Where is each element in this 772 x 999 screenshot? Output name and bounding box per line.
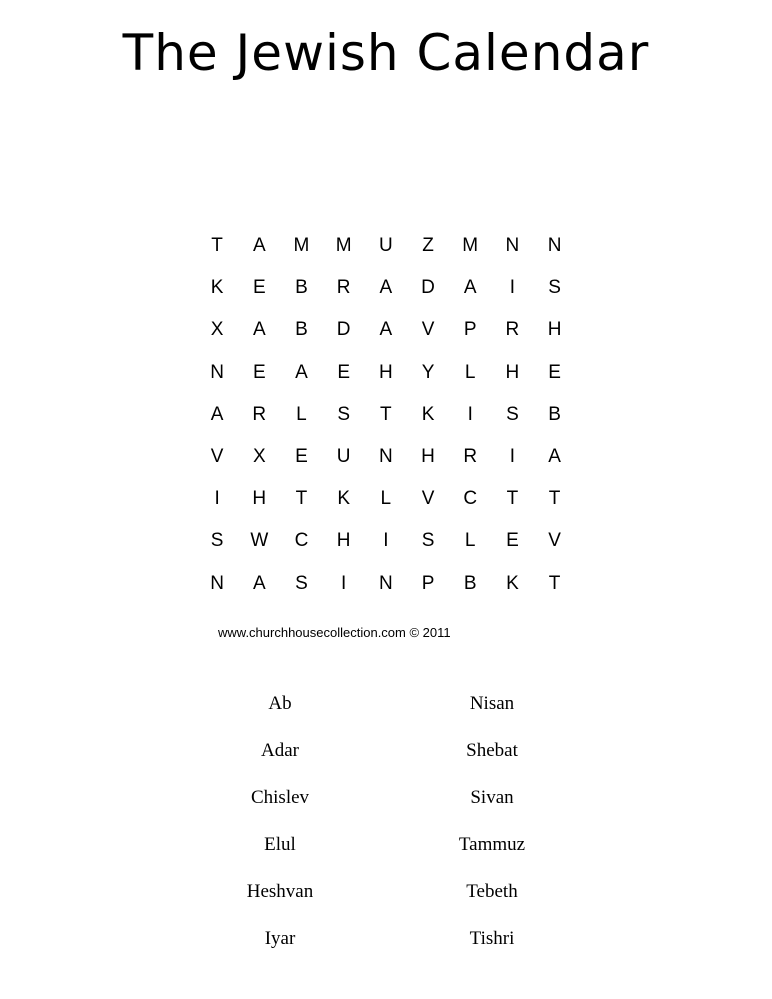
grid-letter: K — [506, 572, 519, 594]
grid-letter: H — [547, 319, 562, 341]
grid-letter: C — [294, 530, 309, 552]
word-list-item: Heshvan — [246, 881, 314, 902]
grid-letter: Y — [421, 361, 435, 383]
grid-letter: N — [505, 235, 520, 257]
word-list-item: Shebat — [466, 740, 518, 761]
grid-letter: E — [506, 530, 519, 552]
grid-letter: T — [295, 488, 308, 510]
grid-letter: N — [378, 572, 393, 594]
grid-letter: X — [252, 446, 266, 468]
grid-letter: U — [378, 235, 393, 257]
grid-letter: I — [214, 488, 220, 510]
word-list-item: Ab — [268, 693, 292, 714]
word-list-item: Elul — [264, 834, 296, 855]
grid-letter: C — [463, 488, 478, 510]
grid-letter: L — [464, 530, 476, 552]
word-list-item: Tammuz — [458, 834, 526, 855]
grid-letter: D — [421, 277, 435, 299]
grid-letter: T — [506, 488, 519, 510]
grid-letter: A — [252, 572, 266, 594]
grid-letter: N — [210, 572, 224, 594]
grid-letter: S — [210, 530, 224, 552]
grid-letter: X — [210, 319, 224, 341]
grid-letter: A — [210, 403, 224, 425]
grid-letter: H — [505, 361, 520, 383]
grid-letter: B — [295, 319, 308, 341]
grid-letter: T — [548, 572, 561, 594]
word-list-item: Chislev — [250, 787, 310, 808]
grid-letter: A — [379, 277, 393, 299]
grid-letter: E — [337, 361, 350, 383]
grid-letter: E — [252, 277, 266, 299]
grid-letter: V — [548, 530, 561, 552]
grid-letter: Z — [422, 235, 434, 257]
grid-letter: D — [336, 319, 351, 341]
grid-letter: T — [380, 403, 392, 425]
grid-letter: A — [252, 235, 266, 257]
grid-letter: B — [295, 277, 308, 299]
grid-letter: L — [380, 488, 392, 510]
grid-letter: L — [464, 361, 476, 383]
grid-letter: V — [421, 319, 435, 341]
grid-letter: L — [296, 403, 307, 425]
word-search-grid — [196, 225, 576, 605]
grid-letter: M — [335, 235, 352, 257]
word-list-item: Sivan — [470, 787, 514, 808]
word-list-right-column — [392, 685, 592, 967]
grid-letter: V — [210, 446, 224, 468]
grid-letter: A — [252, 319, 266, 341]
grid-letter: S — [506, 403, 519, 425]
grid-letter: N — [378, 446, 393, 468]
grid-letter: H — [336, 530, 351, 552]
grid-letter: R — [505, 319, 520, 341]
grid-letter: I — [509, 277, 516, 299]
grid-letter: H — [252, 488, 267, 510]
word-list-item: Tebeth — [466, 881, 518, 902]
grid-letter: I — [509, 446, 516, 468]
grid-letter: P — [421, 572, 435, 594]
word-list-item: Iyar — [264, 928, 296, 949]
grid-letter: E — [548, 361, 561, 383]
grid-letter: E — [295, 446, 308, 468]
grid-letter: T — [211, 235, 223, 257]
word-list-item: Tishri — [469, 928, 515, 949]
grid-letter: K — [421, 403, 435, 425]
word-list-left-column — [180, 685, 380, 967]
page-title: The Jewish Calendar — [122, 24, 650, 82]
grid-letter: P — [463, 319, 477, 341]
grid-letter: S — [548, 277, 561, 299]
grid-letter: I — [383, 530, 389, 552]
grid-letter: R — [252, 403, 267, 425]
grid-letter: S — [337, 403, 350, 425]
grid-letter: I — [467, 403, 473, 425]
grid-letter: R — [463, 446, 478, 468]
grid-letter: A — [548, 446, 561, 468]
grid-letter: S — [295, 572, 308, 594]
grid-letter: K — [210, 277, 224, 299]
grid-letter: B — [463, 572, 477, 594]
grid-letter: T — [548, 488, 561, 510]
grid-letter: N — [547, 235, 562, 257]
word-list-item: Nisan — [469, 693, 515, 714]
grid-letter: V — [421, 488, 435, 510]
grid-letter: R — [336, 277, 351, 299]
grid-letter: A — [295, 361, 308, 383]
grid-letter: N — [210, 361, 224, 383]
copyright-credit: www.churchhousecollection.com © 2011 — [218, 625, 451, 640]
grid-letter: H — [378, 361, 393, 383]
grid-letter: M — [293, 235, 310, 257]
grid-letter: S — [421, 530, 435, 552]
grid-letter: M — [462, 235, 479, 257]
grid-letter: H — [421, 446, 435, 468]
grid-letter: U — [336, 446, 351, 468]
grid-letter: K — [337, 488, 350, 510]
grid-letter: I — [341, 572, 347, 594]
grid-letter: W — [250, 530, 269, 552]
grid-letter: A — [463, 277, 477, 299]
word-list-item: Adar — [261, 740, 299, 761]
grid-letter: B — [548, 403, 561, 425]
grid-letter: A — [379, 319, 393, 341]
grid-letter: E — [252, 361, 266, 383]
